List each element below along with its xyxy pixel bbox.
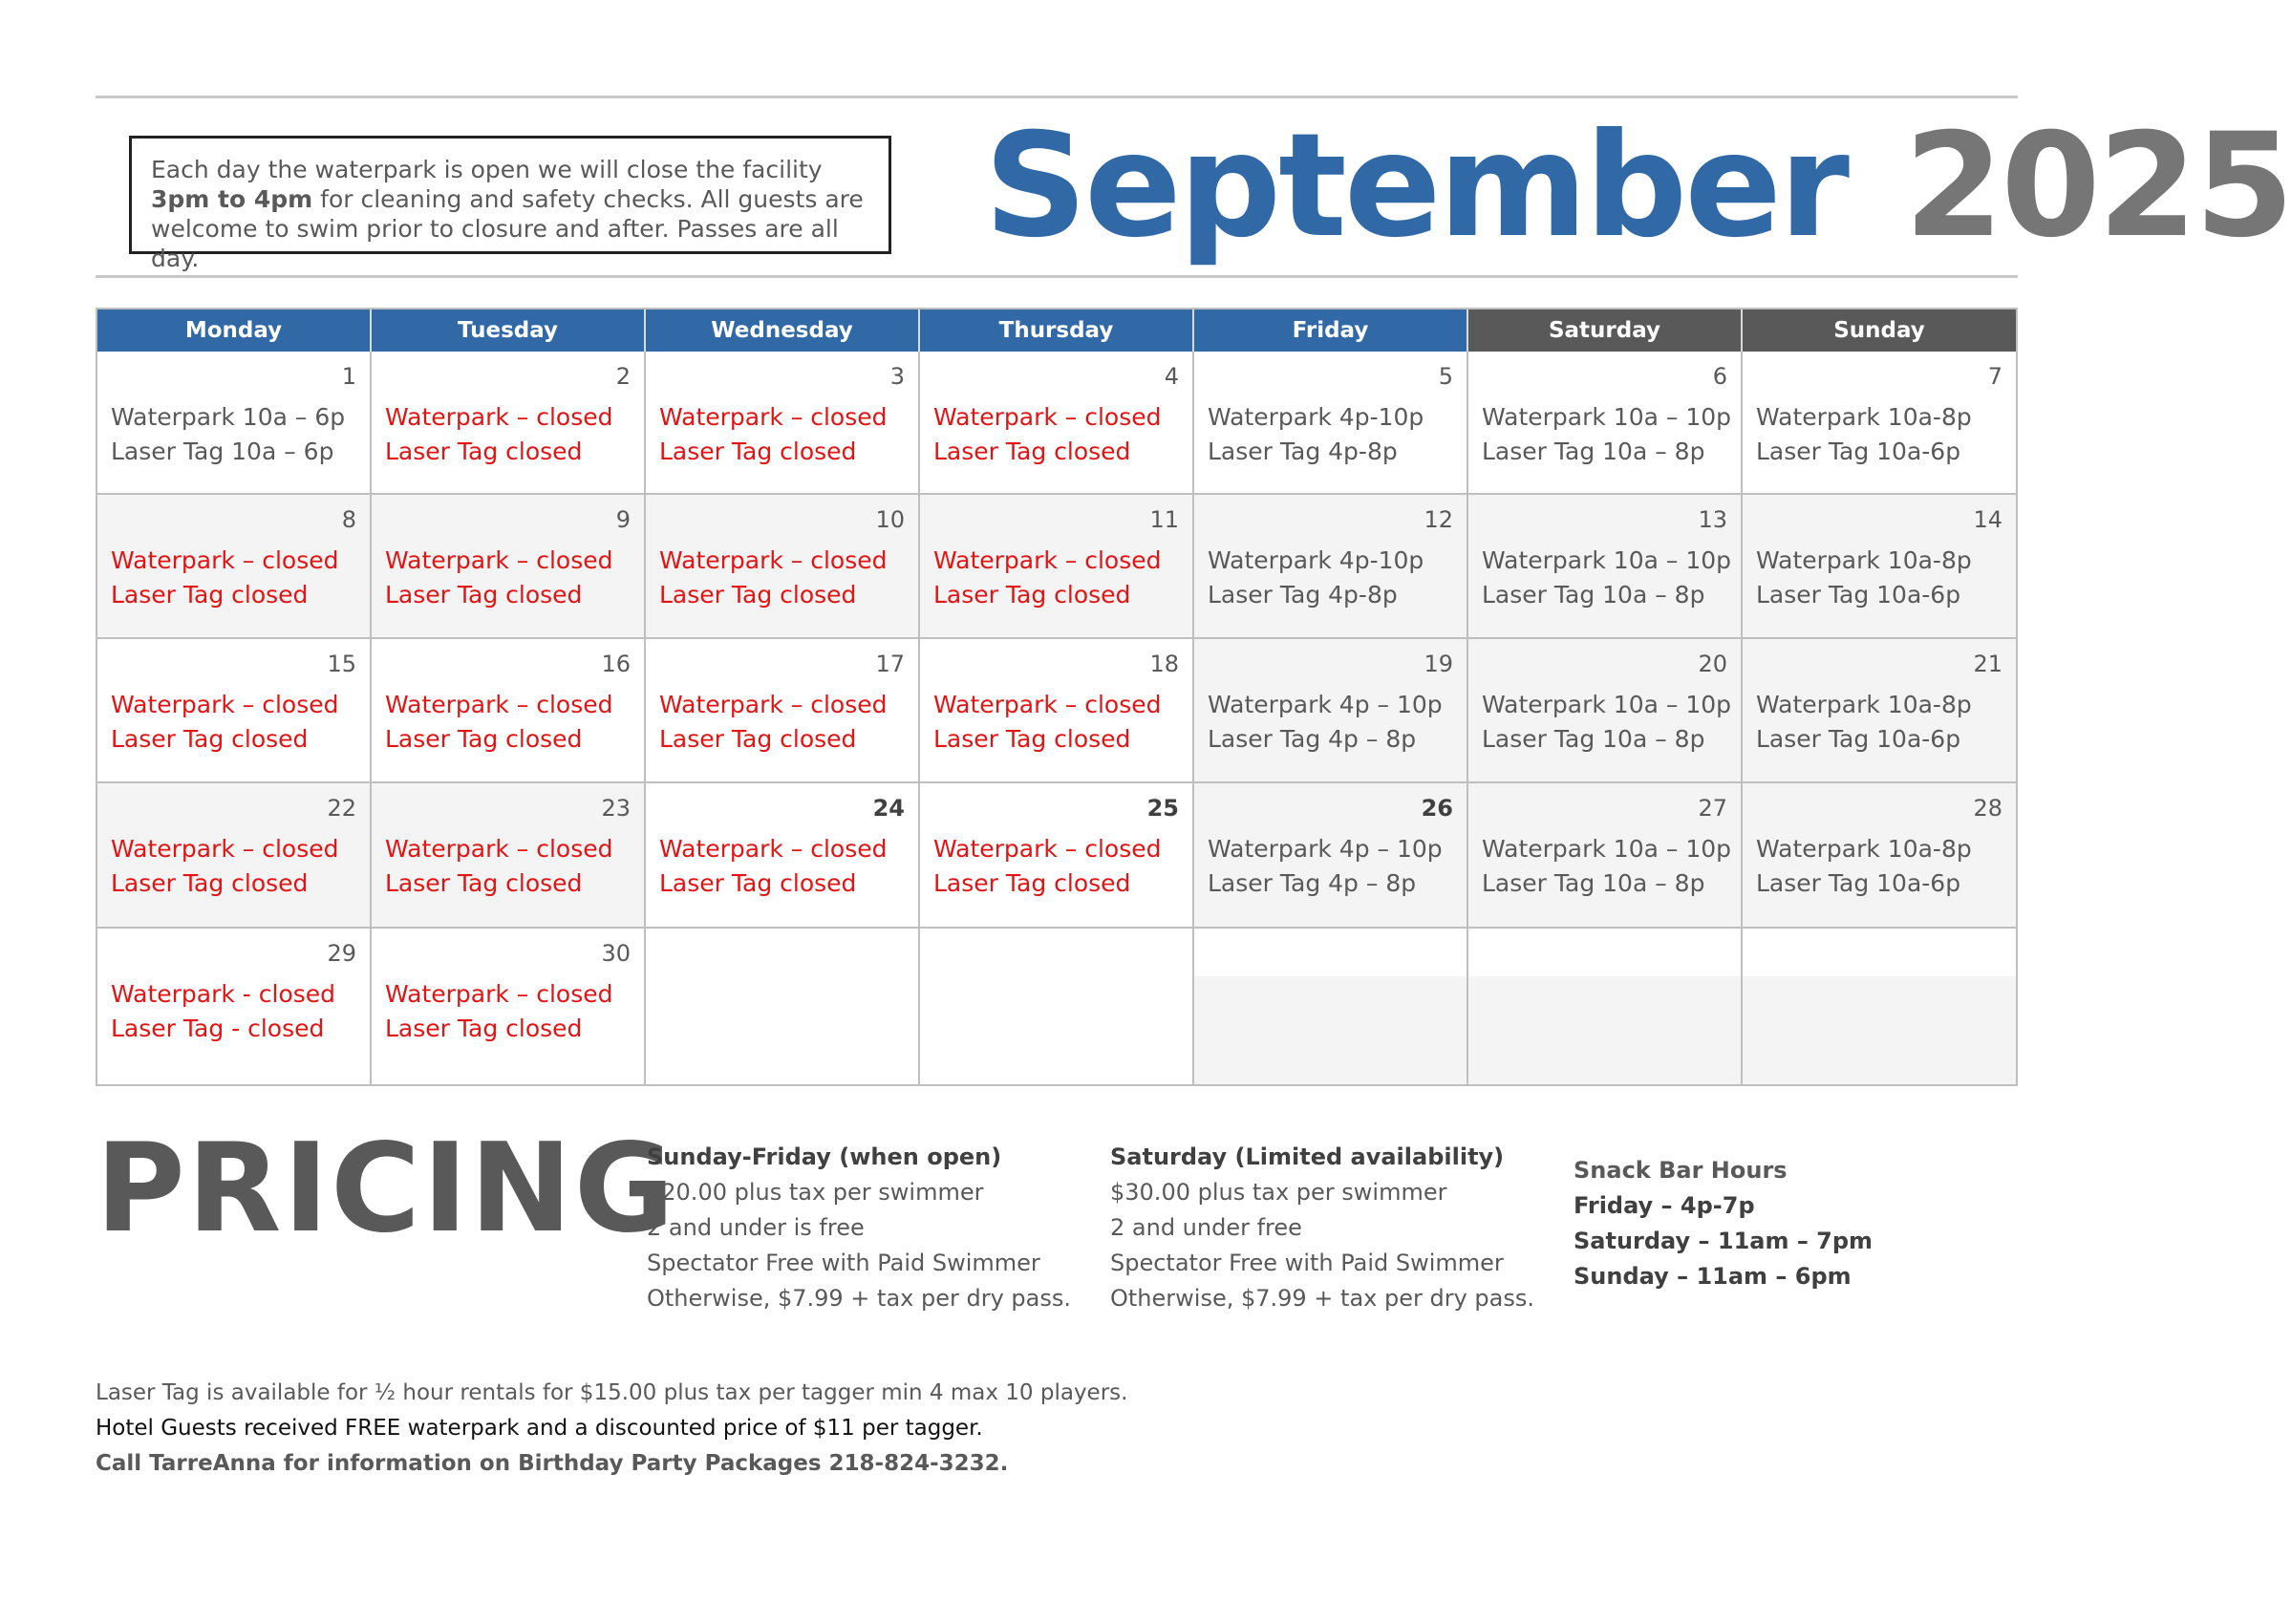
waterpark-hours: Waterpark – closed [659, 835, 888, 863]
day-number: 29 [327, 940, 356, 967]
calendar-day-cell [646, 495, 920, 637]
calendar-day-cell [1743, 495, 2016, 637]
laser-tag-hours: Laser Tag closed [385, 438, 583, 465]
calendar-day-cell [97, 929, 372, 1084]
waterpark-hours: Waterpark – closed [385, 691, 613, 718]
laser-tag-hours: Laser Tag closed [659, 581, 857, 609]
waterpark-hours: Waterpark 4p – 10p [1208, 691, 1443, 718]
day-number: 5 [1438, 363, 1453, 390]
laser-tag-hours: Laser Tag 10a – 8p [1482, 438, 1705, 465]
calendar-day-cell [372, 352, 646, 493]
calendar-day-cell [97, 639, 372, 781]
day-number: 13 [1698, 506, 1727, 533]
hotel-guest-note: Hotel Guests received FREE waterpark and a discounted price of $11 per tagger. [96, 1416, 983, 1441]
calendar-day-cell [372, 929, 646, 1084]
birthday-party-note: Call TarreAnna for information on Birthday Party Packages 218-824-3232. [96, 1451, 1009, 1476]
calendar-day-cell [1743, 783, 2016, 927]
calendar-day-cell [1468, 639, 1743, 781]
laser-tag-rental-note: Laser Tag is available for ½ hour rentals for $15.00 plus tax per tagger min 4 max 10 players. [96, 1380, 1128, 1405]
weekday-header-row [97, 310, 2016, 352]
top-rule [96, 96, 2018, 98]
calendar-day-cell [920, 352, 1194, 493]
calendar-empty-cell [920, 929, 1194, 1084]
calendar-grid [96, 308, 2018, 1086]
day-number: 24 [872, 795, 905, 822]
waterpark-hours: Waterpark – closed [933, 403, 1162, 431]
laser-tag-hours: Laser Tag 4p-8p [1208, 581, 1398, 609]
waterpark-hours: Waterpark 10a-8p [1756, 546, 1972, 574]
weekday-header-sunday: Sunday [1743, 310, 2016, 352]
day-number: 28 [1973, 795, 2002, 822]
calendar-week-row [97, 637, 2016, 781]
day-number: 20 [1698, 651, 1727, 677]
year: 2025 [1903, 103, 2291, 269]
laser-tag-hours: Laser Tag 4p – 8p [1208, 869, 1417, 897]
calendar-empty-cell [1468, 929, 1743, 1084]
day-number: 6 [1712, 363, 1727, 390]
calendar-week-row [97, 352, 2016, 493]
day-number: 19 [1424, 651, 1453, 677]
day-number: 26 [1421, 795, 1453, 822]
laser-tag-hours: Laser Tag closed [385, 581, 583, 609]
snack-bar-line: Saturday – 11am – 7pm [1574, 1228, 1873, 1254]
laser-tag-hours: Laser Tag 10a – 8p [1482, 725, 1705, 753]
calendar-day-cell [646, 352, 920, 493]
waterpark-hours: Waterpark 10a-8p [1756, 403, 1972, 431]
calendar-day-cell [97, 352, 372, 493]
laser-tag-hours: Laser Tag closed [933, 581, 1131, 609]
day-number: 30 [601, 940, 631, 967]
day-number: 4 [1164, 363, 1179, 390]
laser-tag-hours: Laser Tag closed [385, 869, 583, 897]
day-number: 17 [875, 651, 905, 677]
weekday-header-wednesday: Wednesday [646, 310, 920, 352]
day-number: 16 [601, 651, 631, 677]
laser-tag-hours: Laser Tag 4p-8p [1208, 438, 1398, 465]
day-number: 18 [1149, 651, 1179, 677]
day-number: 11 [1149, 506, 1179, 533]
waterpark-hours: Waterpark – closed [659, 546, 888, 574]
laser-tag-hours: Laser Tag 10a – 6p [111, 438, 334, 465]
laser-tag-hours: Laser Tag closed [933, 725, 1131, 753]
saturday-pricing-line: $30.00 plus tax per swimmer [1110, 1179, 1447, 1206]
waterpark-hours: Waterpark – closed [933, 691, 1162, 718]
waterpark-hours: Waterpark 10a – 10p [1482, 546, 1731, 574]
weekday-pricing-heading: Sunday-Friday (when open) [647, 1143, 1002, 1170]
weekday-header-tuesday: Tuesday [372, 310, 646, 352]
waterpark-hours: Waterpark - closed [111, 980, 336, 1008]
waterpark-hours: Waterpark – closed [385, 403, 613, 431]
header-divider [96, 275, 2018, 278]
calendar-day-cell [920, 783, 1194, 927]
day-number: 10 [875, 506, 905, 533]
calendar-day-cell [1468, 352, 1743, 493]
waterpark-hours: Waterpark – closed [385, 980, 613, 1008]
month-name: September [984, 103, 1847, 269]
laser-tag-hours: Laser Tag closed [659, 869, 857, 897]
day-number: 7 [1987, 363, 2002, 390]
waterpark-hours: Waterpark 4p – 10p [1208, 835, 1443, 863]
waterpark-hours: Waterpark – closed [385, 835, 613, 863]
calendar-day-cell [1194, 639, 1468, 781]
calendar-week-row [97, 493, 2016, 637]
calendar-day-cell [646, 783, 920, 927]
calendar-weeks [97, 352, 2016, 1084]
snack-bar-line: Sunday – 11am – 6pm [1574, 1263, 1852, 1290]
laser-tag-hours: Laser Tag 10a-6p [1756, 725, 1961, 753]
waterpark-hours: Waterpark – closed [933, 835, 1162, 863]
weekday-header-friday: Friday [1194, 310, 1468, 352]
day-number: 22 [327, 795, 356, 822]
calendar-day-cell [1194, 495, 1468, 637]
calendar-title [984, 103, 2291, 269]
calendar-day-cell [372, 639, 646, 781]
snack-bar-line: Friday – 4p-7p [1574, 1192, 1755, 1219]
saturday-pricing-line: 2 and under free [1110, 1214, 1302, 1241]
waterpark-hours: Waterpark 10a-8p [1756, 835, 1972, 863]
calendar-day-cell [920, 639, 1194, 781]
calendar-day-cell [920, 495, 1194, 637]
notice-text-end: for cleaning and safety checks. All guests are welcome to swim prior to closure and after. Passes are all day. [151, 185, 864, 272]
waterpark-hours: Waterpark – closed [111, 691, 339, 718]
calendar-day-cell [1743, 639, 2016, 781]
weekday-pricing [647, 1140, 1071, 1316]
weekday-pricing-line: 2 and under is free [647, 1214, 865, 1241]
waterpark-hours: Waterpark – closed [659, 403, 888, 431]
waterpark-hours: Waterpark 10a – 6p [111, 403, 346, 431]
calendar-week-row [97, 781, 2016, 927]
calendar-day-cell [97, 495, 372, 637]
calendar-day-cell [97, 783, 372, 927]
calendar-day-cell [1194, 352, 1468, 493]
calendar-day-cell [1468, 495, 1743, 637]
snack-bar-hours [1574, 1153, 1873, 1294]
day-number: 14 [1973, 506, 2002, 533]
day-number: 15 [327, 651, 356, 677]
calendar-empty-cell [646, 929, 920, 1084]
laser-tag-hours: Laser Tag closed [385, 1015, 583, 1042]
calendar-day-cell [646, 639, 920, 781]
calendar-day-cell [372, 495, 646, 637]
laser-tag-hours: Laser Tag closed [933, 438, 1131, 465]
day-number: 12 [1424, 506, 1453, 533]
calendar-week-row [97, 927, 2016, 1084]
waterpark-hours: Waterpark 10a – 10p [1482, 403, 1731, 431]
snack-bar-heading: Snack Bar Hours [1574, 1157, 1788, 1184]
footer-notes [96, 1376, 1127, 1482]
waterpark-hours: Waterpark 10a – 10p [1482, 835, 1731, 863]
waterpark-hours: Waterpark 4p-10p [1208, 546, 1424, 574]
waterpark-hours: Waterpark – closed [659, 691, 888, 718]
weekday-header-thursday: Thursday [920, 310, 1194, 352]
day-number: 25 [1146, 795, 1179, 822]
weekday-pricing-line: $20.00 plus tax per swimmer [647, 1179, 984, 1206]
laser-tag-hours: Laser Tag closed [111, 869, 309, 897]
weekday-pricing-line: Spectator Free with Paid Swimmer [647, 1250, 1040, 1276]
calendar-empty-cell [1194, 929, 1468, 1084]
waterpark-hours: Waterpark – closed [111, 546, 339, 574]
weekday-pricing-line: Otherwise, $7.99 + tax per dry pass. [647, 1285, 1071, 1312]
laser-tag-hours: Laser Tag 10a-6p [1756, 581, 1961, 609]
laser-tag-hours: Laser Tag closed [659, 438, 857, 465]
waterpark-hours: Waterpark 10a-8p [1756, 691, 1972, 718]
day-number: 1 [341, 363, 356, 390]
calendar-day-cell [1468, 783, 1743, 927]
laser-tag-hours: Laser Tag closed [111, 725, 309, 753]
laser-tag-hours: Laser Tag 4p – 8p [1208, 725, 1417, 753]
laser-tag-hours: Laser Tag closed [659, 725, 857, 753]
waterpark-hours: Waterpark 4p-10p [1208, 403, 1424, 431]
weekday-header-monday: Monday [97, 310, 372, 352]
notice-closure-time: 3pm to 4pm [151, 185, 313, 213]
laser-tag-hours: Laser Tag closed [111, 581, 309, 609]
day-number: 2 [615, 363, 631, 390]
waterpark-hours: Waterpark – closed [385, 546, 613, 574]
laser-tag-hours: Laser Tag - closed [111, 1015, 325, 1042]
waterpark-hours: Waterpark – closed [111, 835, 339, 863]
notice-text-start: Each day the waterpark is open we will close the facility [151, 156, 823, 183]
laser-tag-hours: Laser Tag closed [385, 725, 583, 753]
waterpark-hours: Waterpark – closed [933, 546, 1162, 574]
calendar-day-cell [372, 783, 646, 927]
laser-tag-hours: Laser Tag 10a – 8p [1482, 581, 1705, 609]
saturday-pricing-line: Spectator Free with Paid Swimmer [1110, 1250, 1504, 1276]
saturday-pricing [1110, 1140, 1534, 1316]
day-number: 27 [1698, 795, 1727, 822]
saturday-pricing-line: Otherwise, $7.99 + tax per dry pass. [1110, 1285, 1534, 1312]
laser-tag-hours: Laser Tag 10a-6p [1756, 869, 1961, 897]
calendar-day-cell [1194, 783, 1468, 927]
laser-tag-hours: Laser Tag 10a – 8p [1482, 869, 1705, 897]
laser-tag-hours: Laser Tag 10a-6p [1756, 438, 1961, 465]
calendar-day-cell [1743, 352, 2016, 493]
weekday-header-saturday: Saturday [1468, 310, 1743, 352]
closure-notice [129, 136, 891, 272]
day-number: 3 [889, 363, 905, 390]
saturday-pricing-heading: Saturday (Limited availability) [1110, 1143, 1505, 1170]
laser-tag-hours: Laser Tag closed [933, 869, 1131, 897]
day-number: 9 [615, 506, 631, 533]
day-number: 21 [1973, 651, 2002, 677]
day-number: 23 [601, 795, 631, 822]
day-number: 8 [341, 506, 356, 533]
pricing-title: PRICING [96, 1118, 676, 1260]
waterpark-hours: Waterpark 10a – 10p [1482, 691, 1731, 718]
calendar-empty-cell [1743, 929, 2016, 1084]
